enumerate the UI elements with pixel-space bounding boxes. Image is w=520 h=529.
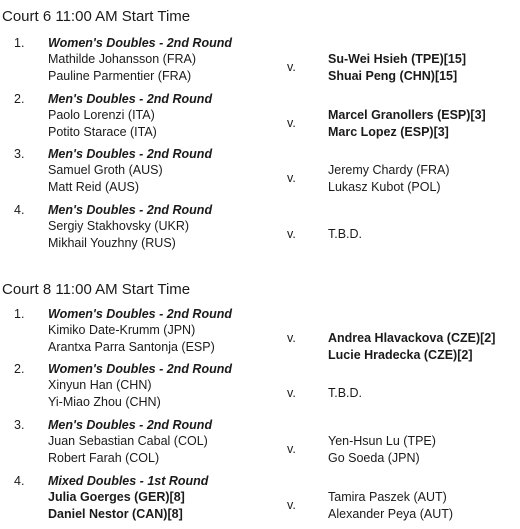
- event-title: Men's Doubles - 2nd Round: [48, 92, 213, 106]
- team1-player2: Pauline Parmentier (FRA): [48, 69, 192, 83]
- versus-label: v.: [287, 227, 296, 241]
- team2-player1: Jeremy Chardy (FRA): [328, 163, 450, 177]
- team1-player1: Mathilde Johansson (FRA): [48, 52, 196, 66]
- team1-player2: Yi-Miao Zhou (CHN): [48, 395, 161, 409]
- versus-label: v.: [287, 171, 296, 185]
- team2-player2: Marc Lopez (ESP)[3]: [328, 125, 449, 139]
- team2-player1: Yen-Hsun Lu (TPE): [328, 434, 436, 448]
- versus-label: v.: [287, 498, 296, 512]
- versus-label: v.: [287, 60, 296, 74]
- court-header: Court 6 11:00 AM Start Time: [2, 8, 191, 25]
- team2-player2: Lucie Hradecka (CZE)[2]: [328, 348, 473, 362]
- match-number: 1.: [14, 36, 25, 50]
- team1-player2: Daniel Nestor (CAN)[8]: [48, 507, 183, 521]
- team1-player2: Potito Starace (ITA): [48, 125, 157, 139]
- match-row: [0, 202, 520, 256]
- court-6-section: [0, 8, 520, 258]
- team1-player2: Arantxa Parra Santonja (ESP): [48, 340, 215, 354]
- team2-player1: Marcel Granollers (ESP)[3]: [328, 108, 486, 122]
- team1-player1: Juan Sebastian Cabal (COL): [48, 434, 208, 448]
- team1-player1: Samuel Groth (AUS): [48, 163, 163, 177]
- team2-player2: Go Soeda (JPN): [328, 451, 420, 465]
- team1-player2: Robert Farah (COL): [48, 451, 160, 465]
- event-title: Women's Doubles - 2nd Round: [48, 307, 232, 321]
- team2-player1: Andrea Hlavackova (CZE)[2]: [328, 331, 496, 345]
- match-row: [0, 361, 520, 415]
- event-title: Men's Doubles - 2nd Round: [48, 147, 213, 161]
- team1-player1: Sergiy Stakhovsky (UKR): [48, 219, 190, 233]
- match-row: [0, 473, 520, 527]
- match-row: [0, 306, 520, 360]
- match-number: 4.: [14, 203, 25, 217]
- versus-label: v.: [287, 442, 296, 456]
- team2-player2: Alexander Peya (AUT): [328, 507, 454, 521]
- match-number: 1.: [14, 307, 25, 321]
- team2-player2: Lukasz Kubot (POL): [328, 180, 441, 194]
- team2-player1: Tamira Paszek (AUT): [328, 490, 447, 504]
- match-number: 3.: [14, 147, 25, 161]
- court-header: Court 8 11:00 AM Start Time: [2, 281, 191, 298]
- match-row: [0, 417, 520, 471]
- versus-label: v.: [287, 331, 296, 345]
- event-title: Women's Doubles - 2nd Round: [48, 362, 232, 376]
- team2-player1: T.B.D.: [328, 386, 363, 400]
- team1-player2: Matt Reid (AUS): [48, 180, 139, 194]
- team1-player1: Paolo Lorenzi (ITA): [48, 108, 155, 122]
- event-title: Men's Doubles - 2nd Round: [48, 418, 213, 432]
- team1-player1: Xinyun Han (CHN): [48, 378, 152, 392]
- team1-player2: Mikhail Youzhny (RUS): [48, 236, 176, 250]
- court-8-section: [0, 281, 520, 529]
- team2-player1: Su-Wei Hsieh (TPE)[15]: [328, 52, 466, 66]
- event-title: Women's Doubles - 2nd Round: [48, 36, 232, 50]
- match-row: [0, 35, 520, 89]
- team2-player1: T.B.D.: [328, 227, 363, 241]
- team1-player1: Kimiko Date-Krumm (JPN): [48, 323, 196, 337]
- match-number: 3.: [14, 418, 25, 432]
- event-title: Mixed Doubles - 1st Round: [48, 474, 209, 488]
- team2-player2: Shuai Peng (CHN)[15]: [328, 69, 458, 83]
- match-number: 2.: [14, 92, 25, 106]
- match-row: [0, 146, 520, 200]
- match-row: [0, 91, 520, 145]
- match-number: 4.: [14, 474, 25, 488]
- event-title: Men's Doubles - 2nd Round: [48, 203, 213, 217]
- versus-label: v.: [287, 386, 296, 400]
- versus-label: v.: [287, 116, 296, 130]
- team1-player1: Julia Goerges (GER)[8]: [48, 490, 185, 504]
- match-number: 2.: [14, 362, 25, 376]
